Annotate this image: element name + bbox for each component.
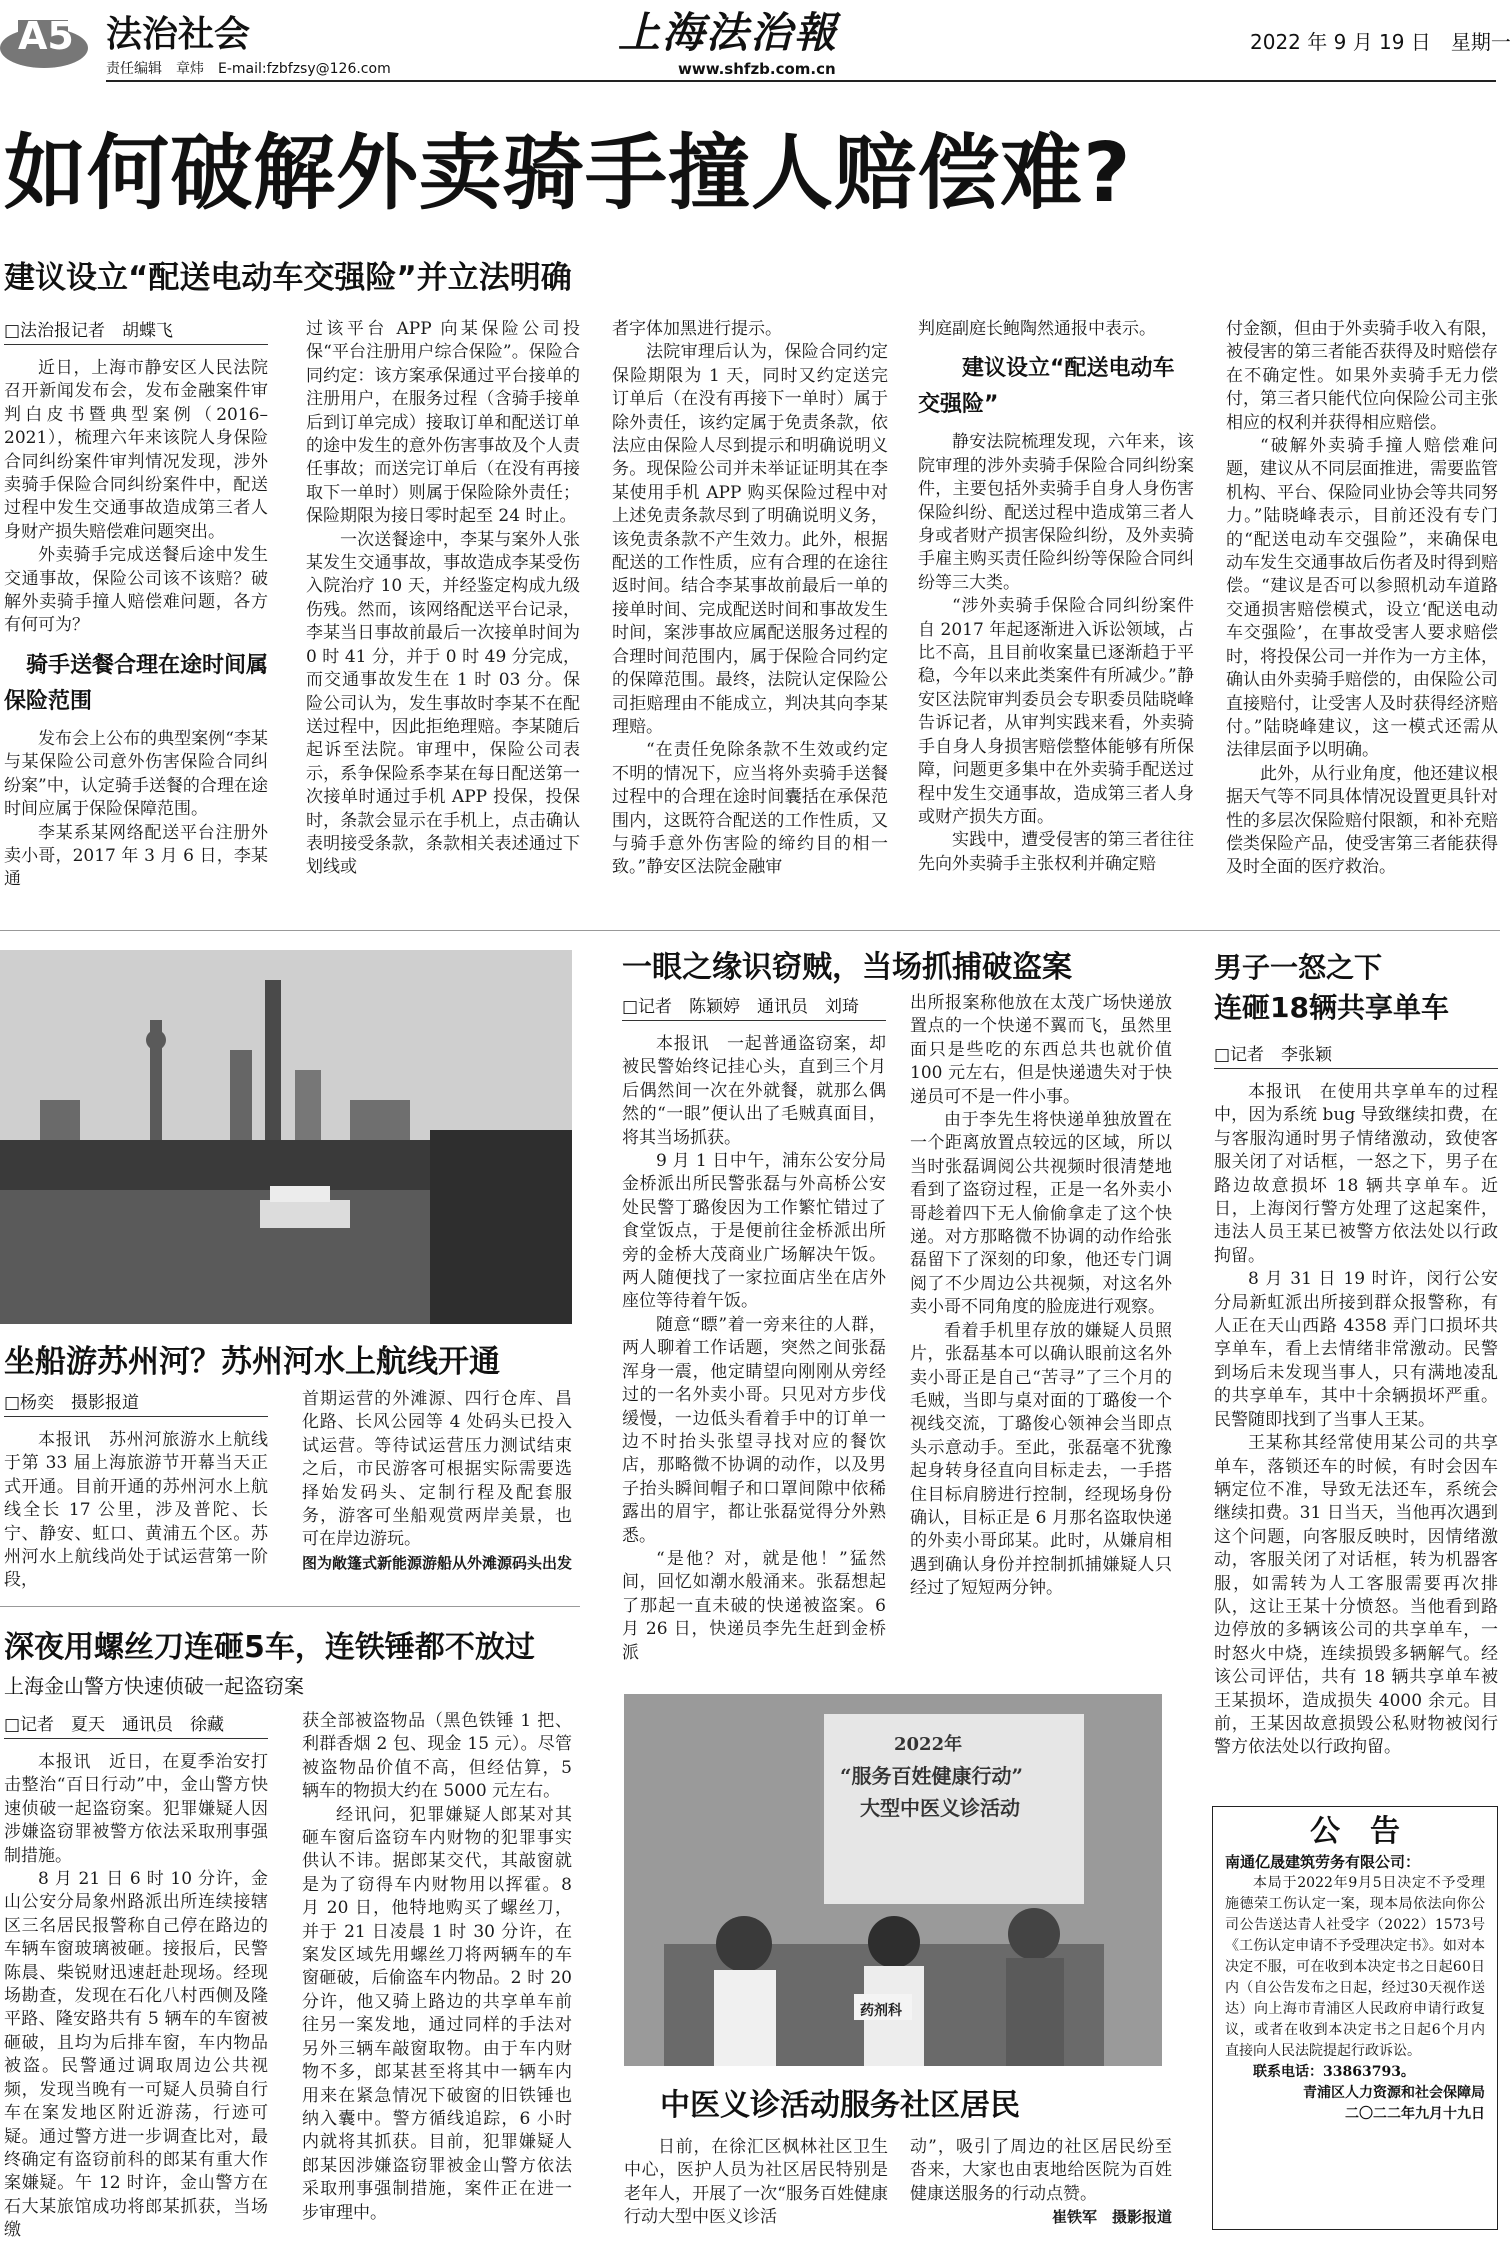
lead-col1-para-1: 近日，上海市静安区人民法院召开新闻发布会，发布金融案件审判白皮书暨典型案例（2016–2021），梳理六年来该院人身保险合同纠纷案件审判情况发现，涉外卖骑手保险合同纠纷案件中，配送过程中发生交通事故造成第三者人身财产损失赔偿难问题突出。 bbox=[4, 358, 268, 542]
tcm-col-1 bbox=[624, 2136, 888, 2230]
lead-subheadline: 建议设立“配送电动车交强险”并立法明确 bbox=[4, 260, 572, 296]
lead-col2-para-1: 过该平台 APP 向某保险公司投保“平台注册用户综合保险”。保险合同约定：该方案承保通过平台接单的注册用户，在服务过程（含骑手接单后到订单完成）接取订单和配送订单的途中发生的意外伤害事故及个人责任事故；而送完订单后（在没有再接取下一单时）则属于保险除外责任；保险期限为接日零时起至 24 时止。 bbox=[306, 319, 580, 527]
lead-col1-para-3: 发布会上公布的典型案例“李某与某保险公司意外伤害保险合同纠纷案”中，认定骑手送餐的合理在途时间应属于保险保障范围。 bbox=[4, 728, 268, 820]
screwdriver-byline: □记者 夏天 通讯员 徐藏 bbox=[4, 1710, 268, 1739]
lead-col1-para-2: 外卖骑手完成送餐后途中发生交通事故，保险公司该不该赔？破解外卖骑手撞人赔偿难问题，各方有何可为？ bbox=[4, 545, 268, 636]
bikes-headline-line-2: 连砸18辆共享单车 bbox=[1214, 991, 1449, 1024]
lead-col4-para-2: 静安法院梳理发现，六年来，该院审理的涉外卖骑手保险合同纠纷案件，主要包括外卖骑手自身人身伤害保险纠纷、配送过程中造成第三者人身或者财产损害保险纠纷，及外卖骑手雇主购买责任险纠纷等保险合同纠纷等三大类。 bbox=[918, 432, 1194, 593]
lead-byline: □法治报记者 胡蝶飞 bbox=[4, 316, 268, 345]
thief-headline: 一眼之缘识窃贼，当场抓捕破盗案 bbox=[622, 950, 1072, 985]
thief-para-2: 9 月 1 日中午，浦东公安分局金桥派出所民警张磊与外高桥公安处民警丁璐俊因为工作繁忙错过了食堂饭点，于是便前往金桥派出所旁的金桥大茂商业广场解决午饭。两人随便找了一家拉面店坐在店外座位等待着午饭。 bbox=[622, 1151, 886, 1312]
tcm-para-1: 日前，在徐汇区枫林社区卫生中心，医护人员为社区居民特别是老年人，开展了一次“服务百姓健康行动大型中医义诊活 bbox=[624, 2137, 888, 2228]
lead-col4-para-1: 判庭副庭长鲍陶然通报中表示。 bbox=[918, 319, 1156, 339]
website-url: www.shfzb.com.cn bbox=[678, 60, 836, 78]
notice-company: 南通亿晟建筑劳务有限公司： bbox=[1225, 1853, 1421, 1871]
lead-headline: 如何破解外卖骑手撞人赔偿难? bbox=[4, 126, 1132, 221]
bikes-headline-line-1: 男子一怒之下 bbox=[1214, 951, 1383, 984]
thief-para-5: 出所报案称他放在太茂广场快递放置点的一个快递不翼而飞，虽然里面只是些吃的东西总共也就价值 100 元左右，但是快递遗失对于快递员可不是一件小事。 bbox=[910, 993, 1172, 1107]
lead-col-2 bbox=[306, 318, 580, 880]
tcm-banner-line-3: 大型中医义诊活动 bbox=[860, 1796, 1020, 1820]
editor-line: 责任编辑 章炜 E-mail:fzbfzsy@126.com bbox=[106, 61, 391, 77]
suzhou-creek-scene bbox=[0, 950, 572, 1324]
lead-col2-para-2: 一次送餐途中，李某与案外人张某发生交通事故，事故造成李某受伤入院治疗 10 天，并经鉴定构成九级伤残。然而，该网络配送平台记录，李某当日事故前最后一次接单时间为 0 时 41 分，并于 0 时 49 分完成，而交通事故发生在 1 时 03 分。保险公司认为，发生事故时李某不在配送过程中，因此拒绝理赔。李某随后起诉至法院。审理中，保险公司表示，系争保险系李某在每日配送第一次接单时通过手机 APP 投保，投保时，条款会显示在手机上，点击确认表明接受条款，条款相关表述通过下划线或 bbox=[306, 529, 580, 878]
screwdriver-subheadline: 上海金山警方快速侦破一起盗窃案 bbox=[4, 1674, 304, 1698]
tcm-para-2: 动”，吸引了周边的社区居民纷至沓来，大家也由衷地给医院为百姓健康送服务的行动点赞。 bbox=[910, 2137, 1172, 2204]
suzhou-photo-caption: 图为敞篷式新能源游船从外滩源码头出发 bbox=[302, 1553, 573, 1572]
thief-para-3: 随意“瞟”着一旁来往的人群，两人聊着工作话题，突然之间张磊浑身一震，他定睛望向刚刚从旁经过的一名外卖小哥。只见对方步伐缓慢，一边低头看着手中的订单一边不时抬头张望寻找对应的餐饮店，那略微不协调的动作，以及男子抬头瞬间帽子和口罩间隙中依稀露出的眉宇，都让张磊觉得分外熟悉。 bbox=[622, 1314, 886, 1546]
lead-col3-para-3: “在责任免除条款不生效或约定不明的情况下，应当将外卖骑手送餐过程中的合理在途时间囊括在承保范围内，这既符合配送的工作性质，又与骑手意外伤害险的缔约目的相一致。”静安区法院金融审 bbox=[612, 740, 888, 878]
lead-col1-para-4: 李某系某网络配送平台注册外卖小哥，2017 年 3 月 6 日，李某通 bbox=[4, 822, 268, 890]
page-header bbox=[0, 0, 1511, 86]
bikes-para-1: 本报讯 在使用共享单车的过程中，因为系统 bug 导致继续扣费，在与客服沟通时男子情绪激动，致使客服关闭了对话框，一怒之下，男子在路边故意损坏 18 辆共享单车。近日，上海闵行警方处理了这起案件，违法人员王某已被警方依法处以行政拘留。 bbox=[1214, 1082, 1498, 1266]
lead-subhead-2: 建议设立“配送电动车交强险” bbox=[918, 356, 1175, 418]
tcm-banner-year: 2022年 bbox=[894, 1734, 963, 1755]
lead-col-5 bbox=[1226, 318, 1498, 880]
lead-col3-para-2: 法院审理后认为，保险合同约定保险期限为 1 天，同时又约定送完订单后（在没有再接下一单时）属于除外责任，该约定属于免责条款，依法应由保险人尽到提示和明确说明义务。现保险公司并未举证证明其在李某使用手机 APP 购买保险过程中对上述免责条款尽到了明确说明义务，该免责条款不产生效力。此外，根据配送的工作性质，应有合理的在途往返时间。结合李某事故前最后一单的接单时间、完成配送时间和事故发生时间，案涉事故应属配送服务过程的合理时间范围内，属于保险合同约定的保障范围。最终，法院认定保险公司拒赔理由不能成立，判决其向李某理赔。 bbox=[612, 342, 888, 737]
suzhou-headline: 坐船游苏州河？苏州河水上航线开通 bbox=[4, 1344, 500, 1380]
tcm-headline: 中医义诊活动服务社区居民 bbox=[660, 2088, 1020, 2123]
notice-date: 二〇二二年九月十九日 bbox=[1345, 2106, 1485, 2122]
lead-col4-para-3: “涉外卖骑手保险合同纠纷案件自 2017 年起逐渐进入诉讼领域，占比不高，且目前收案量已逐渐趋于平稳，今年以来此类案件有所减少。”静安区法院审判委员会专职委员陆晓峰告诉记者，从审判实践来看，外卖骑手自身人身损害赔偿整体能够有所保障，问题更多集中在外卖骑手配送过程中发生交通事故，造成第三者人身或财产损失方面。 bbox=[918, 596, 1194, 827]
tcm-clinic-photo bbox=[624, 1694, 1162, 2066]
lead-subhead-1: 骑手送餐合理在途时间属保险范围 bbox=[4, 652, 269, 714]
screwdriver-col-2 bbox=[302, 1710, 572, 2225]
lead-col3-para-1: 者字体加黑进行提示。 bbox=[612, 319, 782, 339]
suzhou-creek-photo bbox=[0, 950, 572, 1324]
bikes-col bbox=[1214, 1040, 1498, 1760]
tcm-photo-credit: 崔铁军 摄影报道 bbox=[1051, 2208, 1172, 2227]
screwdriver-para-3: 获全部被盗物品（黑色铁锤 1 把、利群香烟 2 包、现金 15 元）。尽管被盗物品价值不高，但经估算，5 辆车的物损大约在 5000 元左右。 bbox=[302, 1711, 572, 1802]
suzhou-col-2 bbox=[302, 1388, 572, 1575]
lead-col4-para-4: 实践中，遭受侵害的第三者往往先向外卖骑手主张权利并确定赔 bbox=[918, 830, 1194, 874]
public-notice bbox=[1212, 1806, 1498, 2230]
thief-byline: □记者 陈颖婷 通讯员 刘琦 bbox=[622, 992, 886, 1021]
notice-body: 本局于2022年9月5日决定不予受理施德荣工伤认定一案，现本局依法向你公司公告送达青人社受字（2022）1573号《工伤认定申请不予受理决定书》。如对本决定不服，可在收到本决定书之日起60日内（自公告发布之日起，经过30天视作送达）向上海市青浦区人民政府申请行政复议，或者在收到本决定书之日起6个月内直接向人民法院提起行政诉讼。 bbox=[1225, 1875, 1485, 2059]
lead-col5-para-1: 付金额，但由于外卖骑手收入有限，被侵害的第三者能否获得及时赔偿存在不确定性。如果外卖骑手无力偿付，第三者只能代位向保险公司主张相应的权利并获得相应赔偿。 bbox=[1226, 319, 1498, 433]
divider-left-mid bbox=[0, 1606, 580, 1607]
tcm-banner-line-2: “服务百姓健康行动” bbox=[840, 1764, 1024, 1788]
notice-issuer: 青浦区人力资源和社会保障局 bbox=[1303, 2085, 1485, 2101]
notice-title: 公 告 bbox=[1310, 1814, 1400, 1849]
bikes-byline: □记者 李张颖 bbox=[1214, 1040, 1498, 1069]
lead-col-3 bbox=[612, 318, 888, 880]
section-title: 法治社会 bbox=[106, 14, 251, 55]
suzhou-byline: □杨奕 摄影报道 bbox=[4, 1388, 268, 1417]
thief-col-2 bbox=[910, 992, 1172, 1601]
thief-col-1 bbox=[622, 992, 886, 1665]
bikes-para-2: 8 月 31 日 19 时许，闵行公安分局新虹派出所接到群众报警称，有人正在天山西路 4358 弄门口损坏共享单车，看上去情绪非常激动。民警到场后未发现当事人，只有满地凌乱的共享单车，其中十余辆损坏严重。民警随即找到了当事人王某。 bbox=[1214, 1269, 1498, 1430]
thief-para-6: 由于李先生将快递单独放置在一个距离放置点较远的区域，所以当时张磊调阅公共视频时很清楚地看到了盗窃过程，正是一名外卖小哥趁着四下无人偷偷拿走了这个快递。对方那略微不协调的动作给张磊留下了深刻的印象，他还专门调阅了不少周边公共视频，对这名外卖小哥不同角度的脸庞进行观察。 bbox=[910, 1110, 1172, 1318]
issue-date: 2022 年 9 月 19 日 星期一 bbox=[1250, 30, 1511, 54]
divider-lead-bottom bbox=[0, 930, 1500, 931]
tcm-col-2 bbox=[910, 2136, 1172, 2230]
tcm-table-sign: 药剂科 bbox=[860, 2003, 902, 2019]
bikes-para-3: 王某称其经常使用某公司的共享单车，落锁还车的时候，有时会因车辆定位不准，导致无法还车，系统会继续扣费。31 日当天，当他再次遇到这个问题，向客服反映时，因情绪激动，客服关闭了对话框，转为机器客服，如需转为人工客服需要再次排队，这让王某十分愤怒。当他看到路边停放的多辆该公司的共享单车，一时怒火中烧，连续损毁多辆解气。经该公司评估，共有 18 辆共享单车被王某损坏，造成损失 4000 余元。目前，王某因故意损毁公私财物被闵行警方依法处以行政拘留。 bbox=[1214, 1433, 1498, 1758]
lead-col-4 bbox=[918, 318, 1194, 876]
notice-phone: 联系电话：33863793。 bbox=[1253, 2064, 1415, 2080]
screwdriver-para-1: 本报讯 近日，在夏季治安打击整治“百日行动”中，金山警方快速侦破一起盗窃案。犯罪嫌疑人因涉嫌盗窃罪被警方依法采取刑事强制措施。 bbox=[4, 1752, 268, 1866]
screwdriver-para-2: 8 月 21 日 6 时 10 分许，金山公安分局象州路派出所连续接辖区三名居民报警称自己停在路边的车辆车窗玻璃被砸。接报后，民警陈晨、柴锐财迅速赶赴现场。经现场勘查，发现在石化八村西侧及隆平路、隆安路共有 5 辆车的车窗被砸破，且均为后排车窗，车内物品被盗。民警通过调取周边公共视频，发现当晚有一可疑人员骑自行车在案发地区附近游荡，行迹可疑。通过警方进一步调查比对，最终确定有盗窃前科的郎某有重大作案嫌疑。午 12 时许，金山警方在石大某旅馆成功将郎某抓获，当场缴 bbox=[4, 1869, 268, 2241]
thief-para-7: 看着手机里存放的嫌疑人员照片，张磊基本可以确认眼前这名外卖小哥正是自己“苦寻”了三个月的毛贼，当即与桌对面的丁璐俊一个视线交流，丁璐俊心领神会当即点头示意动手。至此，张磊毫不犹豫起身转身径直向目标走去，一手搭住目标肩膀进行控制，经现场身份确认，目标正是 6 月那名盗取快递的外卖小哥邱某。此时，从嫌肩相遇到确认身份并控制抓捕嫌疑人只经过了短短两分钟。 bbox=[910, 1320, 1172, 1599]
lead-col-1 bbox=[4, 316, 268, 892]
lead-col5-para-3: 此外，从行业角度，他还建议根据天气等不同具体情况设置更具针对性的多层次保险赔付限额，和补充赔偿类保险产品，使受害第三者能获得及时全面的医疗救治。 bbox=[1226, 763, 1498, 878]
page-number-badge: A5 bbox=[18, 14, 74, 58]
screwdriver-headline: 深夜用螺丝刀连砸5车，连铁锤都不放过 bbox=[4, 1630, 535, 1665]
suzhou-col-1 bbox=[4, 1388, 268, 1593]
suzhou-para-1: 本报讯 苏州河旅游水上航线于第 33 届上海旅游节开幕当天正式开通。目前开通的苏州河水上航线全长 17 公里，涉及普陀、长宁、静安、虹口、黄浦五个区。苏州河水上航线尚处于试运营第一阶段， bbox=[4, 1430, 268, 1591]
header-rule bbox=[106, 80, 1496, 82]
screwdriver-para-4: 经讯问，犯罪嫌疑人郎某对其砸车窗后盗窃车内财物的犯罪事实供认不讳。据郎某交代，其敲窗就是为了窃得车内财物用以挥霍。8 月 20 日，他特地购买了螺丝刀，并于 21 日凌晨 1 时 30 分许，在案发区域先用螺丝刀将两辆车的车窗砸破，后偷盗车内物品。2 时 20 分许，他又骑上路边的共享单车前往另一案发地，通过同样的手法对另外三辆车敲窗取物。由于车内财物不多，郎某甚至将其中一辆车内用来在紧急情况下破窗的旧铁锤也纳入囊中。警方循线追踪，6 小时内就将其抓获。目前，犯罪嫌疑人郎某因涉嫌盗窃罪被金山警方依法采取刑事强制措施，案件正在进一步审理中。 bbox=[302, 1804, 572, 2223]
thief-para-1: 本报讯 一起普通盗窃案，却被民警始终记挂心头，直到三个月后偶然间一次在外就餐，就那么偶然的“一眼”便认出了毛贼真面目，将其当场抓获。 bbox=[622, 1034, 886, 1148]
thief-para-4: “是他？对，就是他！”猛然间，回忆如潮水般涌来。张磊想起了那起一直未破的快递被盗案。6 月 26 日，快递员李先生赶到金桥派 bbox=[622, 1548, 886, 1663]
lead-col5-para-2: “破解外卖骑手撞人赔偿难问题，建议从不同层面推进，需要监管机构、平台、保险同业协会等共同努力。”陆晓峰表示，目前还没有专门的“配送电动车交强险”，来确保电动车发生交通事故后伤者及时得到赔偿。“建议是否可以参照机动车道路交通损害赔偿模式，设立‘配送电动车交强险’，在事故受害人要求赔偿时，将投保公司一并作为一方主体，确认由外卖骑手赔偿的，由保险公司直接赔付，让受害人及时获得经济赔付。”陆晓峰建议，这一模式还需从法律层面予以明确。 bbox=[1226, 436, 1498, 761]
screwdriver-col-1 bbox=[4, 1710, 268, 2243]
suzhou-para-2: 首期运营的外滩源、四行仓库、昌化路、长风公园等 4 处码头已投入试运营。等待试运营压力测试结束之后，市民游客可根据实际需要选择始发码头、定制行程及配套服务，游客可坐船观赏两岸美景，也可在岸边游玩。 bbox=[302, 1389, 572, 1550]
masthead-logo: 上海法治報 bbox=[618, 8, 839, 57]
